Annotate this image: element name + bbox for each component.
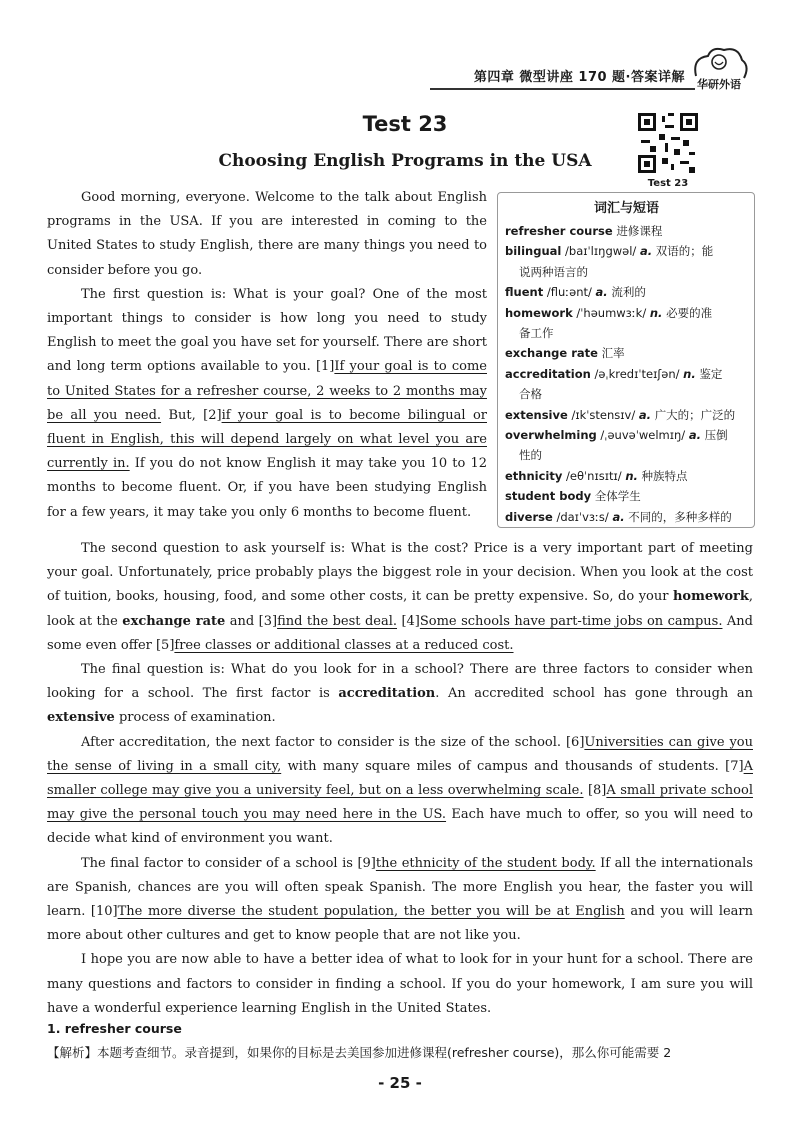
vocabulary-box xyxy=(497,192,755,528)
answer-underline-8: A small private school may give the personal touch you may need here in the US. xyxy=(47,783,753,823)
answer-underline-3: find the best deal. xyxy=(277,613,398,629)
vocab-item: homework /ˈhəumwɜːk/ n. 必要的准 备工作 xyxy=(505,305,713,341)
test-title: Test 23 xyxy=(362,112,448,136)
vocab-item: diverse /daɪˈvɜːs/ a. 不同的，多种多样的 xyxy=(505,509,732,524)
answer-heading: 1. refresher course xyxy=(47,1021,182,1036)
qr-label: Test 23 xyxy=(647,178,689,189)
vocab-item: student body 全体学生 xyxy=(505,489,641,504)
paragraph-intro: Good morning, everyone. Welcome to the talk about English programs in the USA. If you are interested in coming to the United States to study English, there are many things you need to consider before you go. xyxy=(47,190,487,278)
paragraph-cost: The second question to ask yourself is: What is the cost? Price is a very important part of meeting your goal. Unfortunately, price probably plays the biggest role in your decision. When you look at the cost of tuition, books, housing, food, and some other costs, it can be pretty expensive. So, do your homework, look at the exchange rate and [3]find the best deal. [4]Some schools have part-time jobs on campus. And some even offer [5]free classes or additional classes at a reduced cost. xyxy=(47,541,753,653)
passage-body xyxy=(47,537,753,1021)
answer-underline-9: the ethnicity of the student body. xyxy=(375,855,596,871)
answer-underline-6: Universities can give you the sense of living in a small city, xyxy=(47,734,753,774)
vocab-item: refresher course 进修课程 xyxy=(505,224,663,238)
paragraph-goal: The first question is: What is your goal? One of the most important things to consider is how long you need to study English to meet the goal you have set for yourself. There are short and long term options available to you. [1]If your goal is to come to United States for a refresher course, 2 weeks to 2 months may be all you need. But, [2]if your goal is to become bilingual or fluent in English, this will depend largely on what level you are currently in. If you do not know English it may take you 10 to 12 months to become fluent. Or, if you have been studying English for a few years, it may take you only 6 months to become fluent. xyxy=(47,286,487,520)
vocab-item: fluent /fluːənt/ a. 流利的 xyxy=(505,285,646,300)
passage-subtitle: Choosing English Programs in the USA xyxy=(218,151,592,171)
answer-underline-4: Some schools have part-time jobs on campus. xyxy=(419,613,723,629)
answer-explanation: 【解析】本题考查细节。录音提到，如果你的目标是去美国参加进修课程(refresher course)，那么你可能需要 2 xyxy=(47,1045,672,1060)
qr-code-icon[interactable] xyxy=(638,113,698,173)
publisher-logo-text: 华研外语 xyxy=(697,78,741,91)
vocabulary-title: 词汇与短语 xyxy=(593,201,659,216)
paragraph-school: The final question is: What do you look for in a school? There are three factors to consider when looking for a school. The first factor is accreditation. An accredited school has gone through an extensive process of examination. xyxy=(47,662,753,726)
paragraph-conclusion: I hope you are now able to have a better idea of what to look for in your hunt for a school. There are many questions and factors to consider in finding a school. If you do your homework, I am sure you will have a wonderful experience learning English in the United States. xyxy=(47,952,753,1016)
chapter-header: 第四章 微型讲座 170 题·答案详解 xyxy=(473,70,685,85)
answer-underline-7: A smaller college may give you a university feel, but on a less overwhelming scale. xyxy=(47,758,753,799)
header-rule xyxy=(430,88,695,90)
paragraph-ethnicity: The final factor to consider of a school is [9]the ethnicity of the student body. If all the internationals are Spanish, chances are you will often speak Spanish. The more English you hear, the faster you will learn. [10]The more diverse the student population, the better you will be at English and you will learn more about other cultures and get to know people that are not like you. xyxy=(47,855,754,944)
answer-underline-2: if your goal is to become bilingual or fluent in English, this will depend largely on what level you are currently in. xyxy=(47,407,487,472)
passage-column xyxy=(47,186,487,525)
vocabulary-list xyxy=(505,221,748,527)
vocab-item: accreditation /əˌkredɪˈteɪʃən/ n. 鉴定 合格 xyxy=(505,366,723,402)
vocab-item: ethnicity /eθˈnɪsɪtɪ/ n. 种族特点 xyxy=(505,468,688,483)
vocab-item: overwhelming /ˌəuvəˈwelmɪŋ/ a. 压倒 性的 xyxy=(505,428,728,463)
paragraph-size: After accreditation, the next factor to consider is the size of the school. [6]Universities can give you the sense of living in a small city, with many square miles of campus and thousands of students. [7]A smaller college may give you a university feel, but on a less overwhelming scale. [8]A small private school may give the personal touch you may need here in the US. Each have much to offer, so you will need to decide what kind of environment you want. xyxy=(47,734,754,847)
answer-underline-5: free classes or additional classes at a reduced cost. xyxy=(174,637,514,653)
answer-underline-1: If your goal is to come to United States for a refresher course, 2 weeks to 2 months may be all you need. xyxy=(47,359,487,423)
vocab-item: exchange rate 汇率 xyxy=(505,346,625,361)
vocab-item: bilingual /baɪˈlɪŋgwəl/ a. 双语的；能 说两种语言的 xyxy=(505,244,714,279)
answer-underline-10: The more diverse the student population, the better you will be at English xyxy=(117,904,625,920)
page-number: - 25 - xyxy=(378,1074,422,1092)
vocab-item: extensive /ɪkˈstensɪv/ a. 广大的；广泛的 xyxy=(505,407,736,422)
